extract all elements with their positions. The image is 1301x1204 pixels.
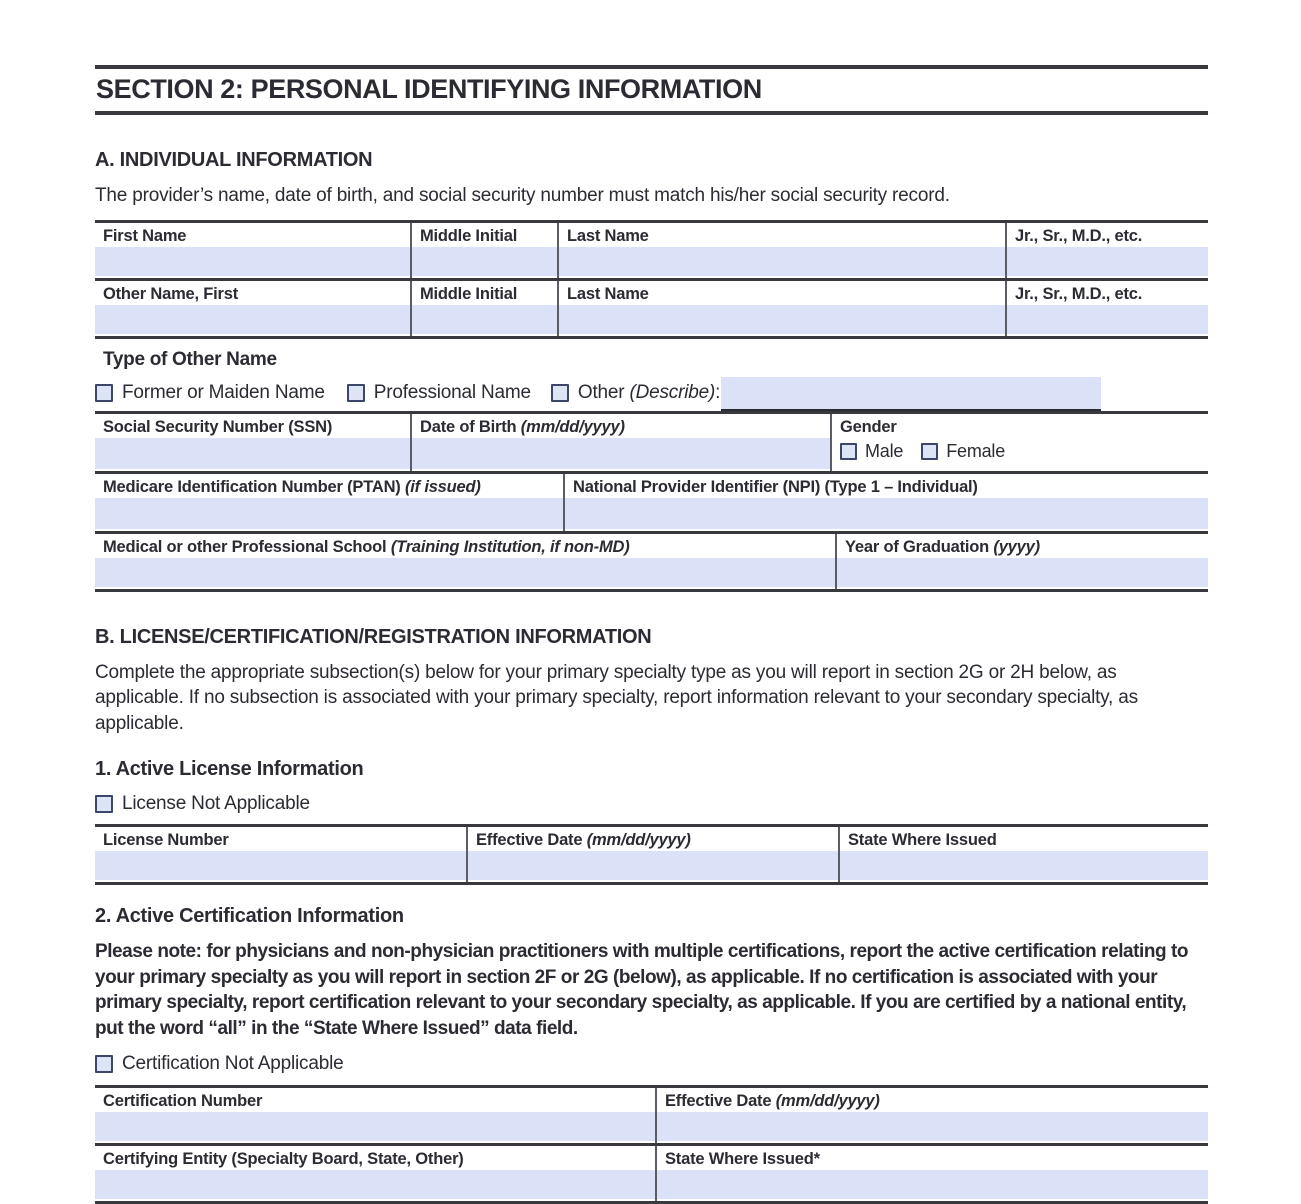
heading-active-certification: 2. Active Certification Information — [95, 905, 404, 927]
ptan-label: Medicare Identification Number (PTAN) (if issued) — [103, 477, 481, 496]
other-checkbox[interactable] — [551, 384, 569, 402]
other-middle-initial-cell — [410, 281, 557, 336]
professional-name-checkbox[interactable] — [347, 384, 365, 402]
npi-cell — [563, 474, 1208, 531]
table-row — [95, 474, 1208, 534]
license-effective-date-cell — [466, 827, 838, 882]
middle-initial-label: Middle Initial — [420, 226, 518, 245]
license-certification-intro: Complete the appropriate subsection(s) below for your primary specialty type as you will report in section 2G or 2H below, as applicable. If no subsection is associated with your primary specialty, report information relevant to your secondary specialty, as applicable. — [95, 661, 1138, 734]
other-suffix-input[interactable] — [1007, 305, 1208, 334]
other-label: Other (Describe): — [577, 382, 721, 403]
other-suffix-cell — [1005, 281, 1208, 336]
certification-not-applicable-option — [95, 1053, 343, 1075]
identity-table — [95, 411, 1208, 592]
school-label: Medical or other Professional School (Training Institution, if non-MD) — [103, 537, 630, 556]
npi-input[interactable] — [565, 498, 1208, 529]
certification-state-input[interactable] — [657, 1170, 1208, 1199]
suffix-cell — [1005, 223, 1208, 278]
female-checkbox[interactable] — [921, 443, 938, 460]
license-number-label: License Number — [103, 831, 229, 849]
dob-input[interactable] — [412, 438, 830, 469]
certification-not-applicable-label: Certification Not Applicable — [122, 1053, 344, 1074]
certification-state-cell — [655, 1146, 1208, 1201]
table-row — [95, 1088, 1208, 1146]
individual-intro-text: The provider’s name, date of birth, and social security number must match his/her social security record. — [95, 185, 950, 206]
license-effective-date-input[interactable] — [468, 851, 838, 880]
npi-label: National Provider Identifier (NPI) (Type 1 – Individual) — [573, 477, 978, 496]
license-effective-date-label: Effective Date (mm/dd/yyyy) — [476, 831, 691, 849]
heading-active-license: 1. Active License Information — [95, 758, 364, 780]
middle-initial-input[interactable] — [412, 247, 557, 276]
certifying-entity-cell — [95, 1146, 655, 1201]
suffix-input[interactable] — [1007, 247, 1208, 276]
other-suffix-label: Jr., Sr., M.D., etc. — [1015, 284, 1143, 303]
certification-number-cell — [95, 1088, 655, 1143]
certification-not-applicable-row — [95, 1053, 1208, 1075]
certification-effective-date-cell — [655, 1088, 1208, 1143]
license-not-applicable-option — [95, 793, 310, 815]
last-name-label: Last Name — [567, 226, 649, 245]
other-name-checkbox-row — [95, 376, 1208, 411]
heading-individual-information: A. INDIVIDUAL INFORMATION — [95, 149, 373, 171]
gender-cell — [830, 414, 1208, 471]
certification-number-label: Certification Number — [103, 1092, 263, 1110]
table-row — [95, 414, 1208, 474]
table-row — [95, 827, 1208, 885]
certification-note-text: Please note: for physicians and non-physician practitioners with multiple certifications, report the active certification relating to your primary specialty as you will report in section 2F or 2G (below), as applicable. If no certification is associated with your primary specialty, report certification relevant to your secondary specialty, as applicable. If you are certified by a national entity, put the word “all” in the “State Where Issued” data field. — [95, 941, 1189, 1039]
first-name-cell — [95, 223, 410, 278]
license-not-applicable-label: License Not Applicable — [122, 793, 310, 814]
ptan-cell — [95, 474, 563, 531]
male-checkbox[interactable] — [840, 443, 857, 460]
former-maiden-name-option — [95, 382, 325, 404]
license-state-cell — [838, 827, 1208, 882]
last-name-cell — [557, 223, 1005, 278]
dob-cell — [410, 414, 830, 471]
first-name-input[interactable] — [95, 247, 410, 276]
other-middle-initial-input[interactable] — [412, 305, 557, 334]
other-middle-initial-label: Middle Initial — [420, 284, 518, 303]
last-name-input[interactable] — [559, 247, 1005, 276]
certifying-entity-label: Certifying Entity (Specialty Board, State, Other) — [103, 1150, 464, 1168]
school-cell — [95, 534, 835, 589]
former-maiden-name-checkbox[interactable] — [95, 384, 113, 402]
license-not-applicable-checkbox[interactable] — [95, 795, 113, 813]
female-label: Female — [946, 440, 1006, 461]
school-input[interactable] — [95, 558, 835, 587]
other-option — [551, 382, 720, 404]
former-maiden-name-label: Former or Maiden Name — [122, 382, 325, 403]
ptan-input[interactable] — [95, 498, 563, 529]
table-row — [95, 1146, 1208, 1204]
gender-label: Gender — [840, 417, 897, 436]
certification-number-input[interactable] — [95, 1112, 655, 1141]
form-page — [95, 0, 1208, 1204]
certification-effective-date-input[interactable] — [657, 1112, 1208, 1141]
ssn-label: Social Security Number (SSN) — [103, 417, 333, 436]
heading-license-certification: B. LICENSE/CERTIFICATION/REGISTRATION INFORMATION — [95, 625, 652, 648]
ssn-cell — [95, 414, 410, 471]
table-row — [95, 223, 1208, 281]
graduation-year-cell — [835, 534, 1208, 589]
table-row — [95, 534, 1208, 592]
dob-label: Date of Birth (mm/dd/yyyy) — [420, 417, 625, 436]
certification-table — [95, 1085, 1208, 1204]
license-table — [95, 824, 1208, 885]
certification-not-applicable-checkbox[interactable] — [95, 1055, 113, 1073]
license-not-applicable-row — [95, 793, 1208, 815]
first-name-label: First Name — [103, 226, 187, 245]
gender-options — [840, 441, 1208, 462]
certifying-entity-input[interactable] — [95, 1170, 655, 1199]
graduation-year-input[interactable] — [837, 558, 1208, 587]
other-first-name-cell — [95, 281, 410, 336]
middle-initial-cell — [410, 223, 557, 278]
other-last-name-label: Last Name — [567, 284, 649, 303]
name-table — [95, 220, 1208, 339]
other-first-name-label: Other Name, First — [103, 284, 239, 303]
table-row — [95, 281, 1208, 339]
professional-name-option — [347, 382, 531, 404]
ssn-input[interactable] — [95, 438, 410, 469]
other-first-name-input[interactable] — [95, 305, 410, 334]
license-state-input[interactable] — [840, 851, 1208, 880]
section-title: SECTION 2: PERSONAL IDENTIFYING INFORMATION — [96, 74, 762, 104]
license-number-cell — [95, 827, 466, 882]
license-number-input[interactable] — [95, 851, 466, 880]
certification-state-label: State Where Issued* — [665, 1150, 820, 1168]
other-describe-input[interactable] — [721, 377, 1101, 411]
title-rule-bottom — [95, 111, 1208, 115]
graduation-year-label: Year of Graduation (yyyy) — [845, 537, 1040, 556]
type-of-other-name-label: Type of Other Name — [103, 348, 277, 370]
male-label: Male — [865, 440, 904, 461]
other-last-name-input[interactable] — [559, 305, 1005, 334]
professional-name-label: Professional Name — [373, 382, 531, 403]
license-state-label: State Where Issued — [848, 831, 997, 849]
suffix-label: Jr., Sr., M.D., etc. — [1015, 226, 1143, 245]
other-last-name-cell — [557, 281, 1005, 336]
certification-effective-date-label: Effective Date (mm/dd/yyyy) — [665, 1092, 880, 1110]
